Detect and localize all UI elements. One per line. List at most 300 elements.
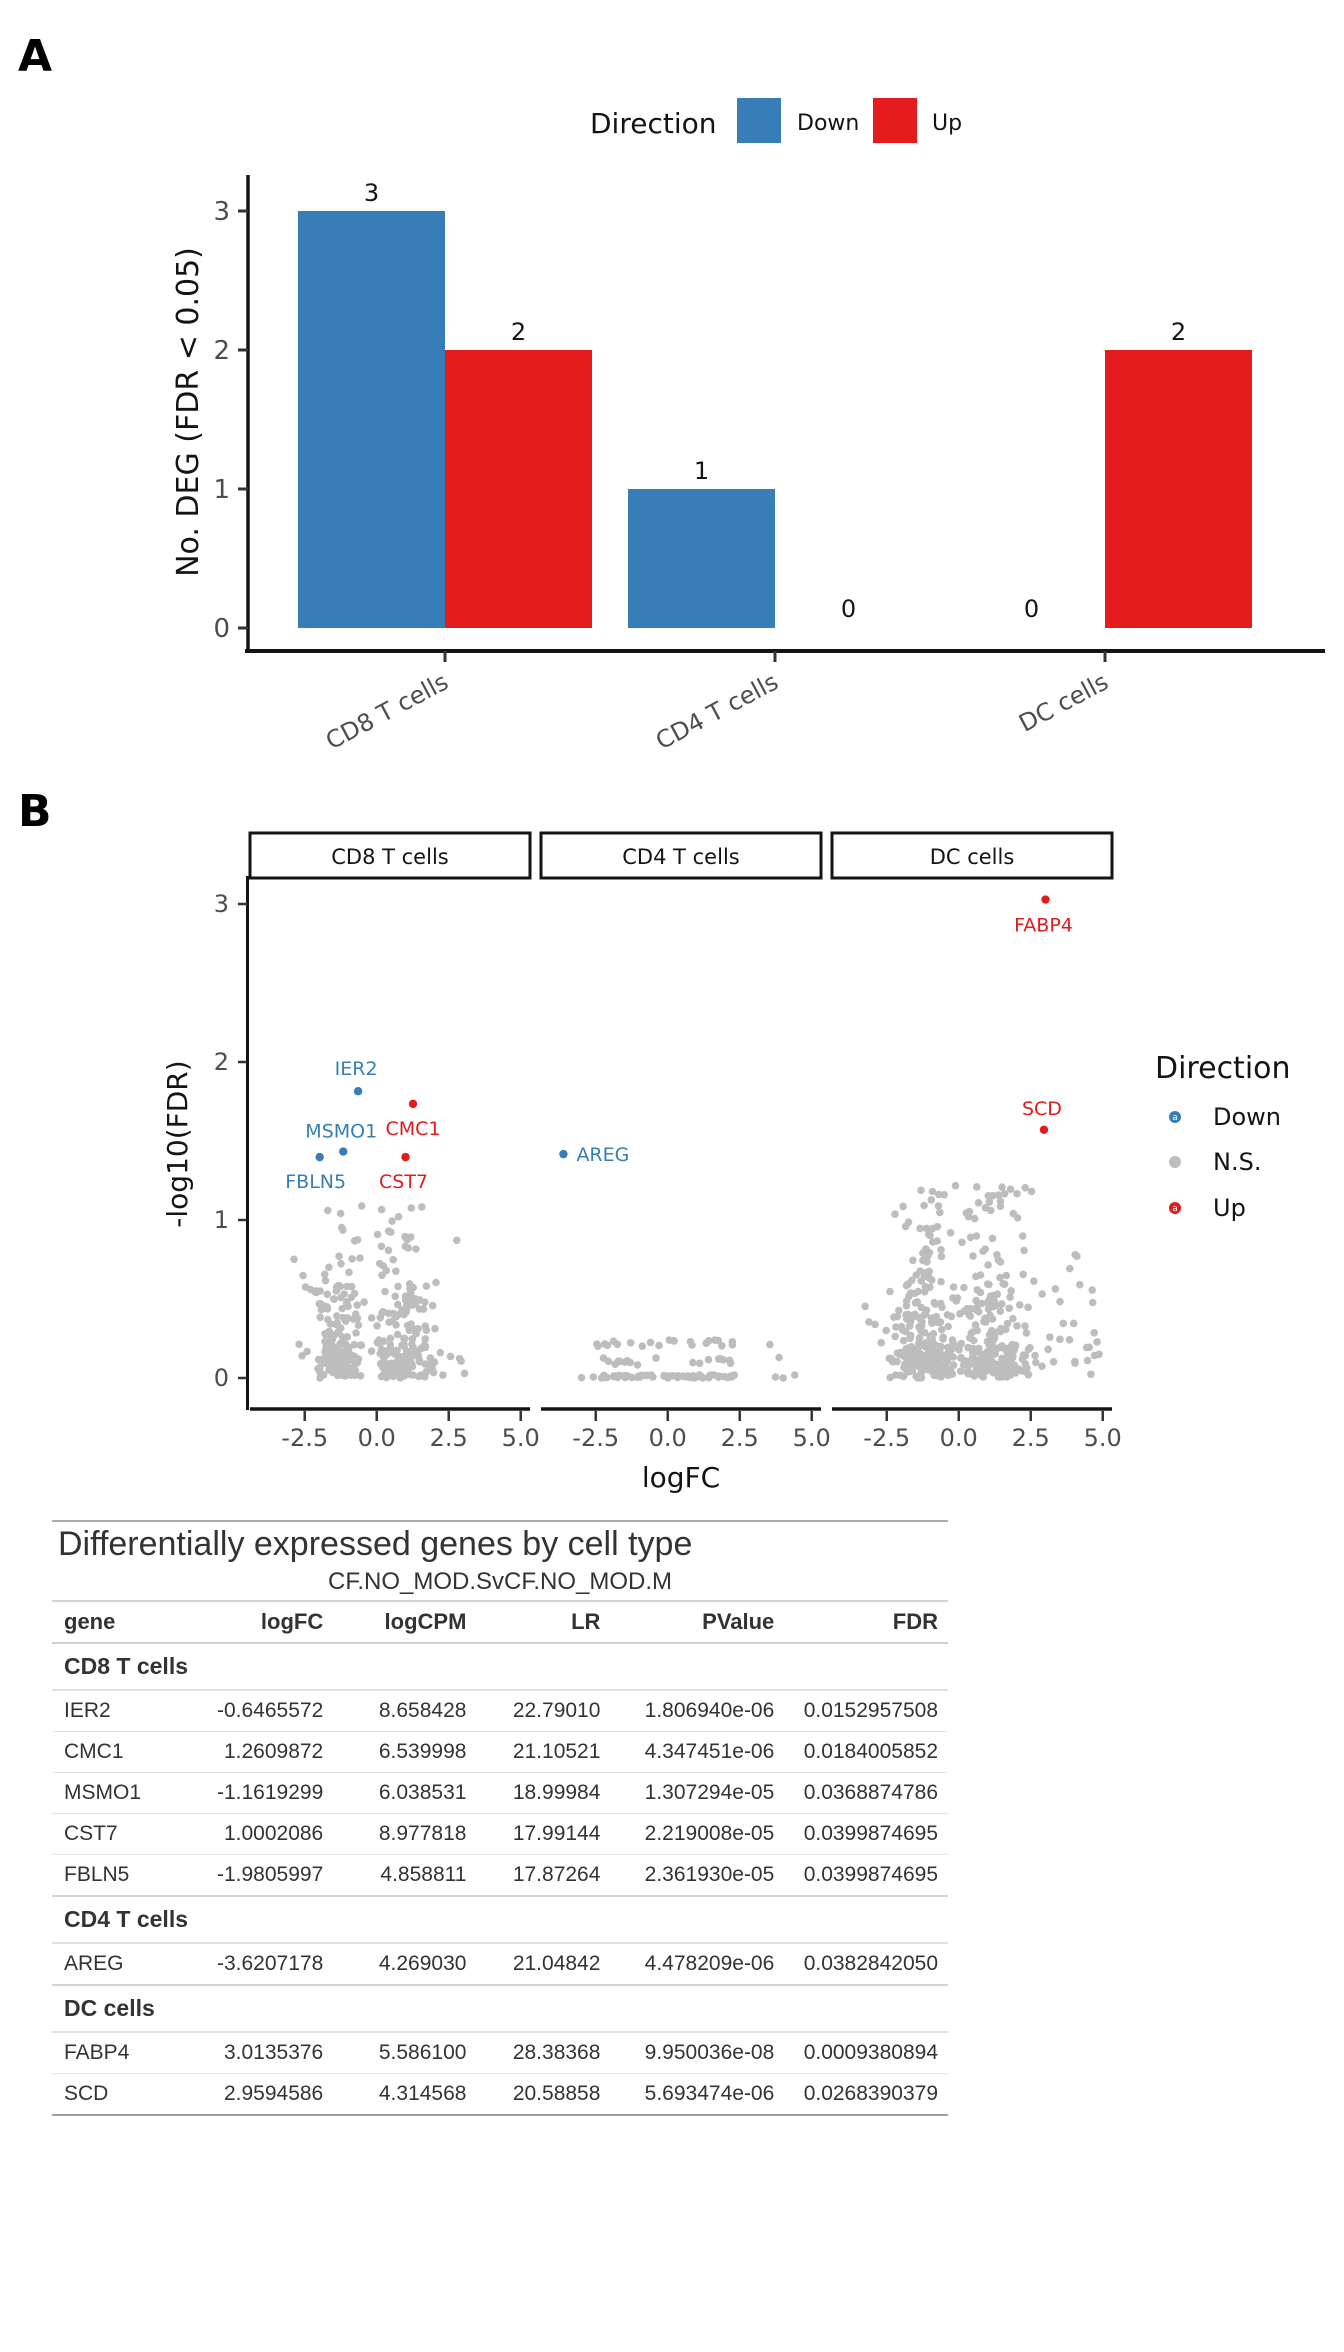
ns-point bbox=[303, 1348, 311, 1356]
ns-point bbox=[924, 1252, 932, 1260]
ns-point bbox=[394, 1301, 402, 1309]
bar-value-label: 3 bbox=[363, 179, 380, 207]
gene-point-fabp4 bbox=[1041, 895, 1049, 903]
ns-point bbox=[352, 1313, 360, 1321]
x-tick-label: 2.5 bbox=[1011, 1424, 1050, 1452]
ns-point bbox=[964, 1344, 972, 1352]
ns-point bbox=[957, 1367, 965, 1375]
group-heading-row bbox=[52, 1985, 948, 2032]
panel-a-label: A bbox=[18, 31, 53, 82]
ns-point bbox=[705, 1356, 713, 1364]
ns-point bbox=[995, 1256, 1003, 1264]
ns-point bbox=[907, 1289, 915, 1297]
cell-logfc: 1.2609872 bbox=[185, 1732, 333, 1773]
cell-lr: 18.99984 bbox=[476, 1773, 610, 1814]
ns-point bbox=[418, 1203, 426, 1211]
cell-logfc: 1.0002086 bbox=[185, 1814, 333, 1855]
gene-label-scd: SCD bbox=[1021, 1097, 1062, 1120]
cell-gene: CST7 bbox=[52, 1814, 185, 1855]
ns-point bbox=[922, 1339, 930, 1347]
panel-b-volcano-plot bbox=[0, 760, 1344, 1500]
ns-point bbox=[926, 1364, 934, 1372]
ns-point bbox=[387, 1228, 395, 1236]
ns-point bbox=[989, 1235, 997, 1243]
ns-point bbox=[329, 1369, 337, 1377]
table-subtitle: CF.NO_MOD.SvCF.NO_MOD.M bbox=[52, 1566, 948, 1602]
ns-point bbox=[966, 1208, 974, 1216]
ns-point bbox=[408, 1204, 416, 1212]
ns-point bbox=[302, 1283, 310, 1291]
ns-point bbox=[1010, 1210, 1018, 1218]
cell-gene: AREG bbox=[52, 1943, 185, 1985]
ns-point bbox=[1031, 1352, 1039, 1360]
cell-gene: CMC1 bbox=[52, 1732, 185, 1773]
ns-point bbox=[910, 1353, 918, 1361]
ns-point bbox=[984, 1261, 992, 1269]
cell-logfc: 3.0135376 bbox=[185, 2032, 333, 2074]
ns-point bbox=[447, 1353, 455, 1361]
y-tick-label: 1 bbox=[213, 475, 230, 505]
x-category-label: CD4 T cells bbox=[651, 667, 783, 756]
ns-point bbox=[330, 1295, 338, 1303]
group-heading: DC cells bbox=[52, 1985, 948, 2032]
ns-point bbox=[891, 1210, 899, 1218]
ns-point bbox=[402, 1293, 410, 1301]
ns-point bbox=[376, 1260, 384, 1268]
cell-lr: 28.38368 bbox=[476, 2032, 610, 2074]
ns-point bbox=[352, 1329, 360, 1337]
y-tick-label: 3 bbox=[213, 890, 229, 918]
ns-point bbox=[938, 1303, 946, 1311]
ns-point bbox=[917, 1350, 925, 1358]
x-tick-label: 5.0 bbox=[792, 1424, 831, 1452]
ns-point bbox=[407, 1360, 415, 1368]
cell-fdr: 0.0399874695 bbox=[784, 1855, 948, 1897]
ns-point bbox=[984, 1280, 992, 1288]
cell-gene: FABP4 bbox=[52, 2032, 185, 2074]
table-row bbox=[52, 1943, 948, 1985]
ns-point bbox=[937, 1246, 945, 1254]
legend-label-down: Down bbox=[1213, 1103, 1282, 1131]
ns-point bbox=[978, 1357, 986, 1365]
ns-point bbox=[1088, 1286, 1096, 1294]
ns-point bbox=[892, 1371, 900, 1379]
ns-point bbox=[615, 1357, 623, 1365]
ns-point bbox=[903, 1315, 911, 1323]
ns-point bbox=[390, 1370, 398, 1378]
ns-point bbox=[962, 1358, 970, 1366]
cell-lr: 21.04842 bbox=[476, 1943, 610, 1985]
cell-pvalue: 5.693474e-06 bbox=[610, 2074, 784, 2116]
ns-point bbox=[1023, 1329, 1031, 1337]
ns-point bbox=[969, 1328, 977, 1336]
ns-point bbox=[933, 1237, 941, 1245]
x-tick-label: 2.5 bbox=[720, 1424, 759, 1452]
ns-point bbox=[339, 1314, 347, 1322]
cell-fdr: 0.0184005852 bbox=[784, 1732, 948, 1773]
ns-point bbox=[628, 1374, 636, 1382]
ns-point bbox=[578, 1374, 586, 1382]
ns-point bbox=[949, 1336, 957, 1344]
ns-points bbox=[861, 1182, 1102, 1382]
cell-gene: MSMO1 bbox=[52, 1773, 185, 1814]
cell-pvalue: 4.478209e-06 bbox=[610, 1943, 784, 1985]
ns-point bbox=[921, 1288, 929, 1296]
ns-point bbox=[1003, 1366, 1011, 1374]
ns-point bbox=[316, 1300, 324, 1308]
ns-point bbox=[420, 1305, 428, 1313]
ns-point bbox=[1021, 1184, 1029, 1192]
ns-point bbox=[973, 1183, 981, 1191]
cell-gene: IER2 bbox=[52, 1690, 185, 1732]
cell-pvalue: 9.950036e-08 bbox=[610, 2032, 784, 2074]
ns-point bbox=[1013, 1322, 1021, 1330]
ns-point bbox=[947, 1229, 955, 1237]
ns-point bbox=[1066, 1336, 1074, 1344]
ns-point bbox=[944, 1311, 952, 1319]
table-row bbox=[52, 2074, 948, 2116]
ns-point bbox=[331, 1350, 339, 1358]
ns-point bbox=[666, 1336, 674, 1344]
ns-point bbox=[432, 1279, 440, 1287]
ns-point bbox=[1046, 1333, 1054, 1341]
ns-point bbox=[594, 1342, 602, 1350]
ns-point bbox=[917, 1361, 925, 1369]
ns-point bbox=[985, 1305, 993, 1313]
ns-point bbox=[324, 1316, 332, 1324]
ns-point bbox=[408, 1340, 416, 1348]
ns-point bbox=[900, 1337, 908, 1345]
ns-point bbox=[971, 1215, 979, 1223]
ns-point bbox=[382, 1359, 390, 1367]
table-row bbox=[52, 1855, 948, 1897]
ns-point bbox=[1019, 1232, 1027, 1240]
ns-point bbox=[907, 1366, 915, 1374]
ns-point bbox=[975, 1199, 983, 1207]
ns-point bbox=[334, 1282, 342, 1290]
ns-point bbox=[392, 1267, 400, 1275]
deg-data-table bbox=[52, 1602, 948, 2116]
legend-label-down: Down bbox=[797, 111, 860, 136]
legend-label-up: Up bbox=[932, 111, 963, 136]
cell-pvalue: 1.307294e-05 bbox=[610, 1773, 784, 1814]
ns-point bbox=[969, 1353, 977, 1361]
ns-point bbox=[999, 1280, 1007, 1288]
ns-point bbox=[1091, 1352, 1099, 1360]
group-heading: CD4 T cells bbox=[52, 1896, 948, 1943]
y-tick-label: 2 bbox=[213, 1048, 229, 1076]
ns-point bbox=[689, 1372, 697, 1380]
ns-point bbox=[1004, 1345, 1012, 1353]
ns-point bbox=[967, 1312, 975, 1320]
ns-point bbox=[915, 1339, 923, 1347]
ns-point bbox=[429, 1302, 437, 1310]
ns-point bbox=[938, 1326, 946, 1334]
group-heading-row bbox=[52, 1643, 948, 1690]
ns-point bbox=[988, 1358, 996, 1366]
ns-point bbox=[944, 1368, 952, 1376]
ns-point bbox=[639, 1342, 647, 1350]
ns-point bbox=[358, 1202, 366, 1210]
ns-point bbox=[1013, 1190, 1021, 1198]
ns-point bbox=[414, 1325, 422, 1333]
ns-point bbox=[368, 1314, 376, 1322]
ns-point bbox=[975, 1308, 983, 1316]
ns-point bbox=[979, 1247, 987, 1255]
ns-point bbox=[389, 1317, 397, 1325]
ns-point bbox=[374, 1339, 382, 1347]
ns-point bbox=[987, 1344, 995, 1352]
ns-point bbox=[775, 1354, 783, 1362]
ns-point bbox=[351, 1290, 359, 1298]
x-category-label: DC cells bbox=[1014, 667, 1113, 738]
ns-point bbox=[891, 1333, 899, 1341]
ns-point bbox=[634, 1361, 642, 1369]
ns-point bbox=[385, 1247, 393, 1255]
ns-points bbox=[290, 1202, 468, 1382]
y-tick-label: 0 bbox=[213, 1364, 229, 1392]
group-heading: CD8 T cells bbox=[52, 1643, 948, 1690]
ns-point bbox=[360, 1298, 368, 1306]
ns-point bbox=[718, 1342, 726, 1350]
bar-value-label: 2 bbox=[1170, 318, 1187, 346]
cell-fdr: 0.0009380894 bbox=[784, 2032, 948, 2074]
ns-point bbox=[998, 1373, 1006, 1381]
cell-pvalue: 4.347451e-06 bbox=[610, 1732, 784, 1773]
ns-point bbox=[404, 1303, 412, 1311]
ns-point bbox=[997, 1197, 1005, 1205]
ns-point bbox=[403, 1236, 411, 1244]
ns-point bbox=[779, 1374, 787, 1382]
gene-point-msmo1 bbox=[339, 1147, 347, 1155]
ns-point bbox=[998, 1183, 1006, 1191]
ns-point bbox=[930, 1299, 938, 1307]
ns-point bbox=[973, 1365, 981, 1373]
cell-lr: 17.99144 bbox=[476, 1814, 610, 1855]
ns-point bbox=[1087, 1371, 1095, 1379]
panel-b-x-axis-title: logFC bbox=[641, 1461, 721, 1494]
ns-point bbox=[986, 1198, 994, 1206]
ns-point bbox=[964, 1370, 972, 1378]
ns-point bbox=[1010, 1365, 1018, 1373]
ns-point bbox=[772, 1373, 780, 1381]
gene-point-cmc1 bbox=[409, 1100, 417, 1108]
ns-point bbox=[394, 1283, 402, 1291]
ns-point bbox=[373, 1322, 381, 1330]
panel-b-legend-title: Direction bbox=[1155, 1051, 1291, 1086]
ns-point bbox=[316, 1314, 324, 1322]
ns-point bbox=[908, 1277, 916, 1285]
ns-point bbox=[422, 1335, 430, 1343]
ns-point bbox=[324, 1342, 332, 1350]
ns-point bbox=[652, 1354, 660, 1362]
ns-point bbox=[439, 1371, 447, 1379]
ns-point bbox=[590, 1373, 598, 1381]
ns-point bbox=[711, 1371, 719, 1379]
ns-point bbox=[323, 1303, 331, 1311]
ns-point bbox=[387, 1335, 395, 1343]
x-tick-label: 2.5 bbox=[429, 1424, 468, 1452]
ns-point bbox=[926, 1232, 934, 1240]
cell-fdr: 0.0399874695 bbox=[784, 1814, 948, 1855]
ns-point bbox=[1056, 1336, 1064, 1344]
ns-point bbox=[1085, 1344, 1093, 1352]
ns-point bbox=[453, 1237, 461, 1245]
cell-logfc: -0.6465572 bbox=[185, 1690, 333, 1732]
cell-pvalue: 2.361930e-05 bbox=[610, 1855, 784, 1897]
cell-logcpm: 4.858811 bbox=[333, 1855, 476, 1897]
x-tick-label: 5.0 bbox=[1083, 1424, 1122, 1452]
ns-point bbox=[343, 1352, 351, 1360]
gene-label-cst7: CST7 bbox=[379, 1171, 429, 1194]
ns-point bbox=[295, 1341, 303, 1349]
x-tick-label: -2.5 bbox=[281, 1424, 329, 1452]
ns-point bbox=[952, 1182, 960, 1190]
cell-logcpm: 4.314568 bbox=[333, 2074, 476, 2116]
deg-table bbox=[52, 1520, 948, 2116]
panel-b-y-axis-title: -log10(FDR) bbox=[161, 1060, 194, 1228]
ns-point bbox=[345, 1269, 353, 1277]
ns-point bbox=[903, 1297, 911, 1305]
ns-point bbox=[986, 1296, 994, 1304]
ns-point bbox=[1038, 1363, 1046, 1371]
legend-swatch-down bbox=[737, 98, 781, 143]
ns-point bbox=[1071, 1251, 1079, 1259]
bar-up bbox=[445, 350, 592, 628]
ns-point bbox=[383, 1267, 391, 1275]
column-header-fdr: FDR bbox=[784, 1602, 948, 1643]
ns-point bbox=[1093, 1338, 1101, 1346]
cell-fdr: 0.0368874786 bbox=[784, 1773, 948, 1814]
ns-point bbox=[394, 1331, 402, 1339]
ns-point bbox=[987, 1207, 995, 1215]
facet-strip-label: CD4 T cells bbox=[622, 845, 740, 869]
x-tick-label: -2.5 bbox=[572, 1424, 620, 1452]
ns-point bbox=[1019, 1271, 1027, 1279]
ns-point bbox=[325, 1355, 333, 1363]
cell-pvalue: 2.219008e-05 bbox=[610, 1814, 784, 1855]
ns-point bbox=[342, 1362, 350, 1370]
table-header-row bbox=[52, 1602, 948, 1643]
ns-point bbox=[388, 1217, 396, 1225]
ns-point bbox=[348, 1255, 356, 1263]
ns-point bbox=[406, 1285, 414, 1293]
gene-point-fbln5 bbox=[315, 1153, 323, 1161]
ns-point bbox=[938, 1253, 946, 1261]
ns-point bbox=[720, 1356, 728, 1364]
panel-a-bar-chart bbox=[0, 0, 1344, 760]
ns-point bbox=[925, 1274, 933, 1282]
ns-point bbox=[421, 1342, 429, 1350]
ns-point bbox=[928, 1314, 936, 1322]
gene-point-ier2 bbox=[354, 1087, 362, 1095]
cell-logfc: 2.9594586 bbox=[185, 2074, 333, 2116]
ns-point bbox=[423, 1282, 431, 1290]
ns-point bbox=[698, 1373, 706, 1381]
table-row bbox=[52, 1690, 948, 1732]
panel-b-label: B bbox=[18, 786, 52, 837]
ns-point bbox=[335, 1252, 343, 1260]
ns-point bbox=[1007, 1287, 1015, 1295]
x-tick-label: 0.0 bbox=[357, 1424, 396, 1452]
ns-point bbox=[940, 1191, 948, 1199]
ns-point bbox=[324, 1207, 332, 1215]
ns-point bbox=[381, 1288, 389, 1296]
ns-point bbox=[921, 1311, 929, 1319]
ns-point bbox=[332, 1321, 340, 1329]
ns-point bbox=[598, 1374, 606, 1382]
ns-point bbox=[635, 1372, 643, 1380]
ns-point bbox=[973, 1232, 981, 1240]
ns-point bbox=[1006, 1293, 1014, 1301]
ns-point bbox=[944, 1357, 952, 1365]
ns-point bbox=[355, 1355, 363, 1363]
ns-point bbox=[886, 1288, 894, 1296]
ns-point bbox=[674, 1372, 682, 1380]
ns-point bbox=[326, 1328, 334, 1336]
gene-label-fabp4: FABP4 bbox=[1014, 914, 1073, 937]
table-row bbox=[52, 2032, 948, 2074]
cell-logcpm: 5.586100 bbox=[333, 2032, 476, 2074]
ns-point bbox=[338, 1224, 346, 1232]
ns-point bbox=[909, 1257, 917, 1265]
ns-point bbox=[1022, 1360, 1030, 1368]
ns-point bbox=[917, 1187, 925, 1195]
cell-gene: FBLN5 bbox=[52, 1855, 185, 1897]
ns-point bbox=[1066, 1265, 1074, 1273]
ns-point bbox=[912, 1372, 920, 1380]
column-header-lr: LR bbox=[476, 1602, 610, 1643]
ns-point bbox=[916, 1225, 924, 1233]
ns-point bbox=[627, 1339, 635, 1347]
bar-up bbox=[1105, 350, 1252, 628]
ns-point bbox=[614, 1341, 622, 1349]
ns-point bbox=[387, 1345, 395, 1353]
ns-point bbox=[918, 1304, 926, 1312]
ns-point bbox=[950, 1283, 958, 1291]
x-category-label: CD8 T cells bbox=[321, 667, 453, 756]
ns-point bbox=[981, 1315, 989, 1323]
ns-point bbox=[392, 1293, 400, 1301]
ns-point bbox=[409, 1371, 417, 1379]
ns-point bbox=[395, 1213, 403, 1221]
bar-value-label: 1 bbox=[693, 457, 710, 485]
ns-point bbox=[1005, 1305, 1013, 1313]
ns-point bbox=[615, 1372, 623, 1380]
ns-point bbox=[900, 1352, 908, 1360]
bar-value-label: 2 bbox=[510, 318, 527, 346]
ns-point bbox=[400, 1343, 408, 1351]
ns-point bbox=[355, 1321, 363, 1329]
gene-label-ier2: IER2 bbox=[334, 1058, 378, 1081]
ns-point bbox=[314, 1365, 322, 1373]
ns-point bbox=[969, 1252, 977, 1260]
ns-point bbox=[936, 1352, 944, 1360]
cell-pvalue: 1.806940e-06 bbox=[610, 1690, 784, 1732]
ns-point bbox=[894, 1349, 902, 1357]
ns-point bbox=[1076, 1281, 1084, 1289]
table-row bbox=[52, 1732, 948, 1773]
ns-point bbox=[1056, 1298, 1064, 1306]
ns-point bbox=[344, 1333, 352, 1341]
ns-point bbox=[688, 1341, 696, 1349]
ns-point bbox=[975, 1345, 983, 1353]
cell-fdr: 0.0268390379 bbox=[784, 2074, 948, 2116]
ns-point bbox=[325, 1264, 333, 1272]
ns-point bbox=[461, 1370, 469, 1378]
ns-point bbox=[890, 1358, 898, 1366]
ns-point bbox=[299, 1272, 307, 1280]
